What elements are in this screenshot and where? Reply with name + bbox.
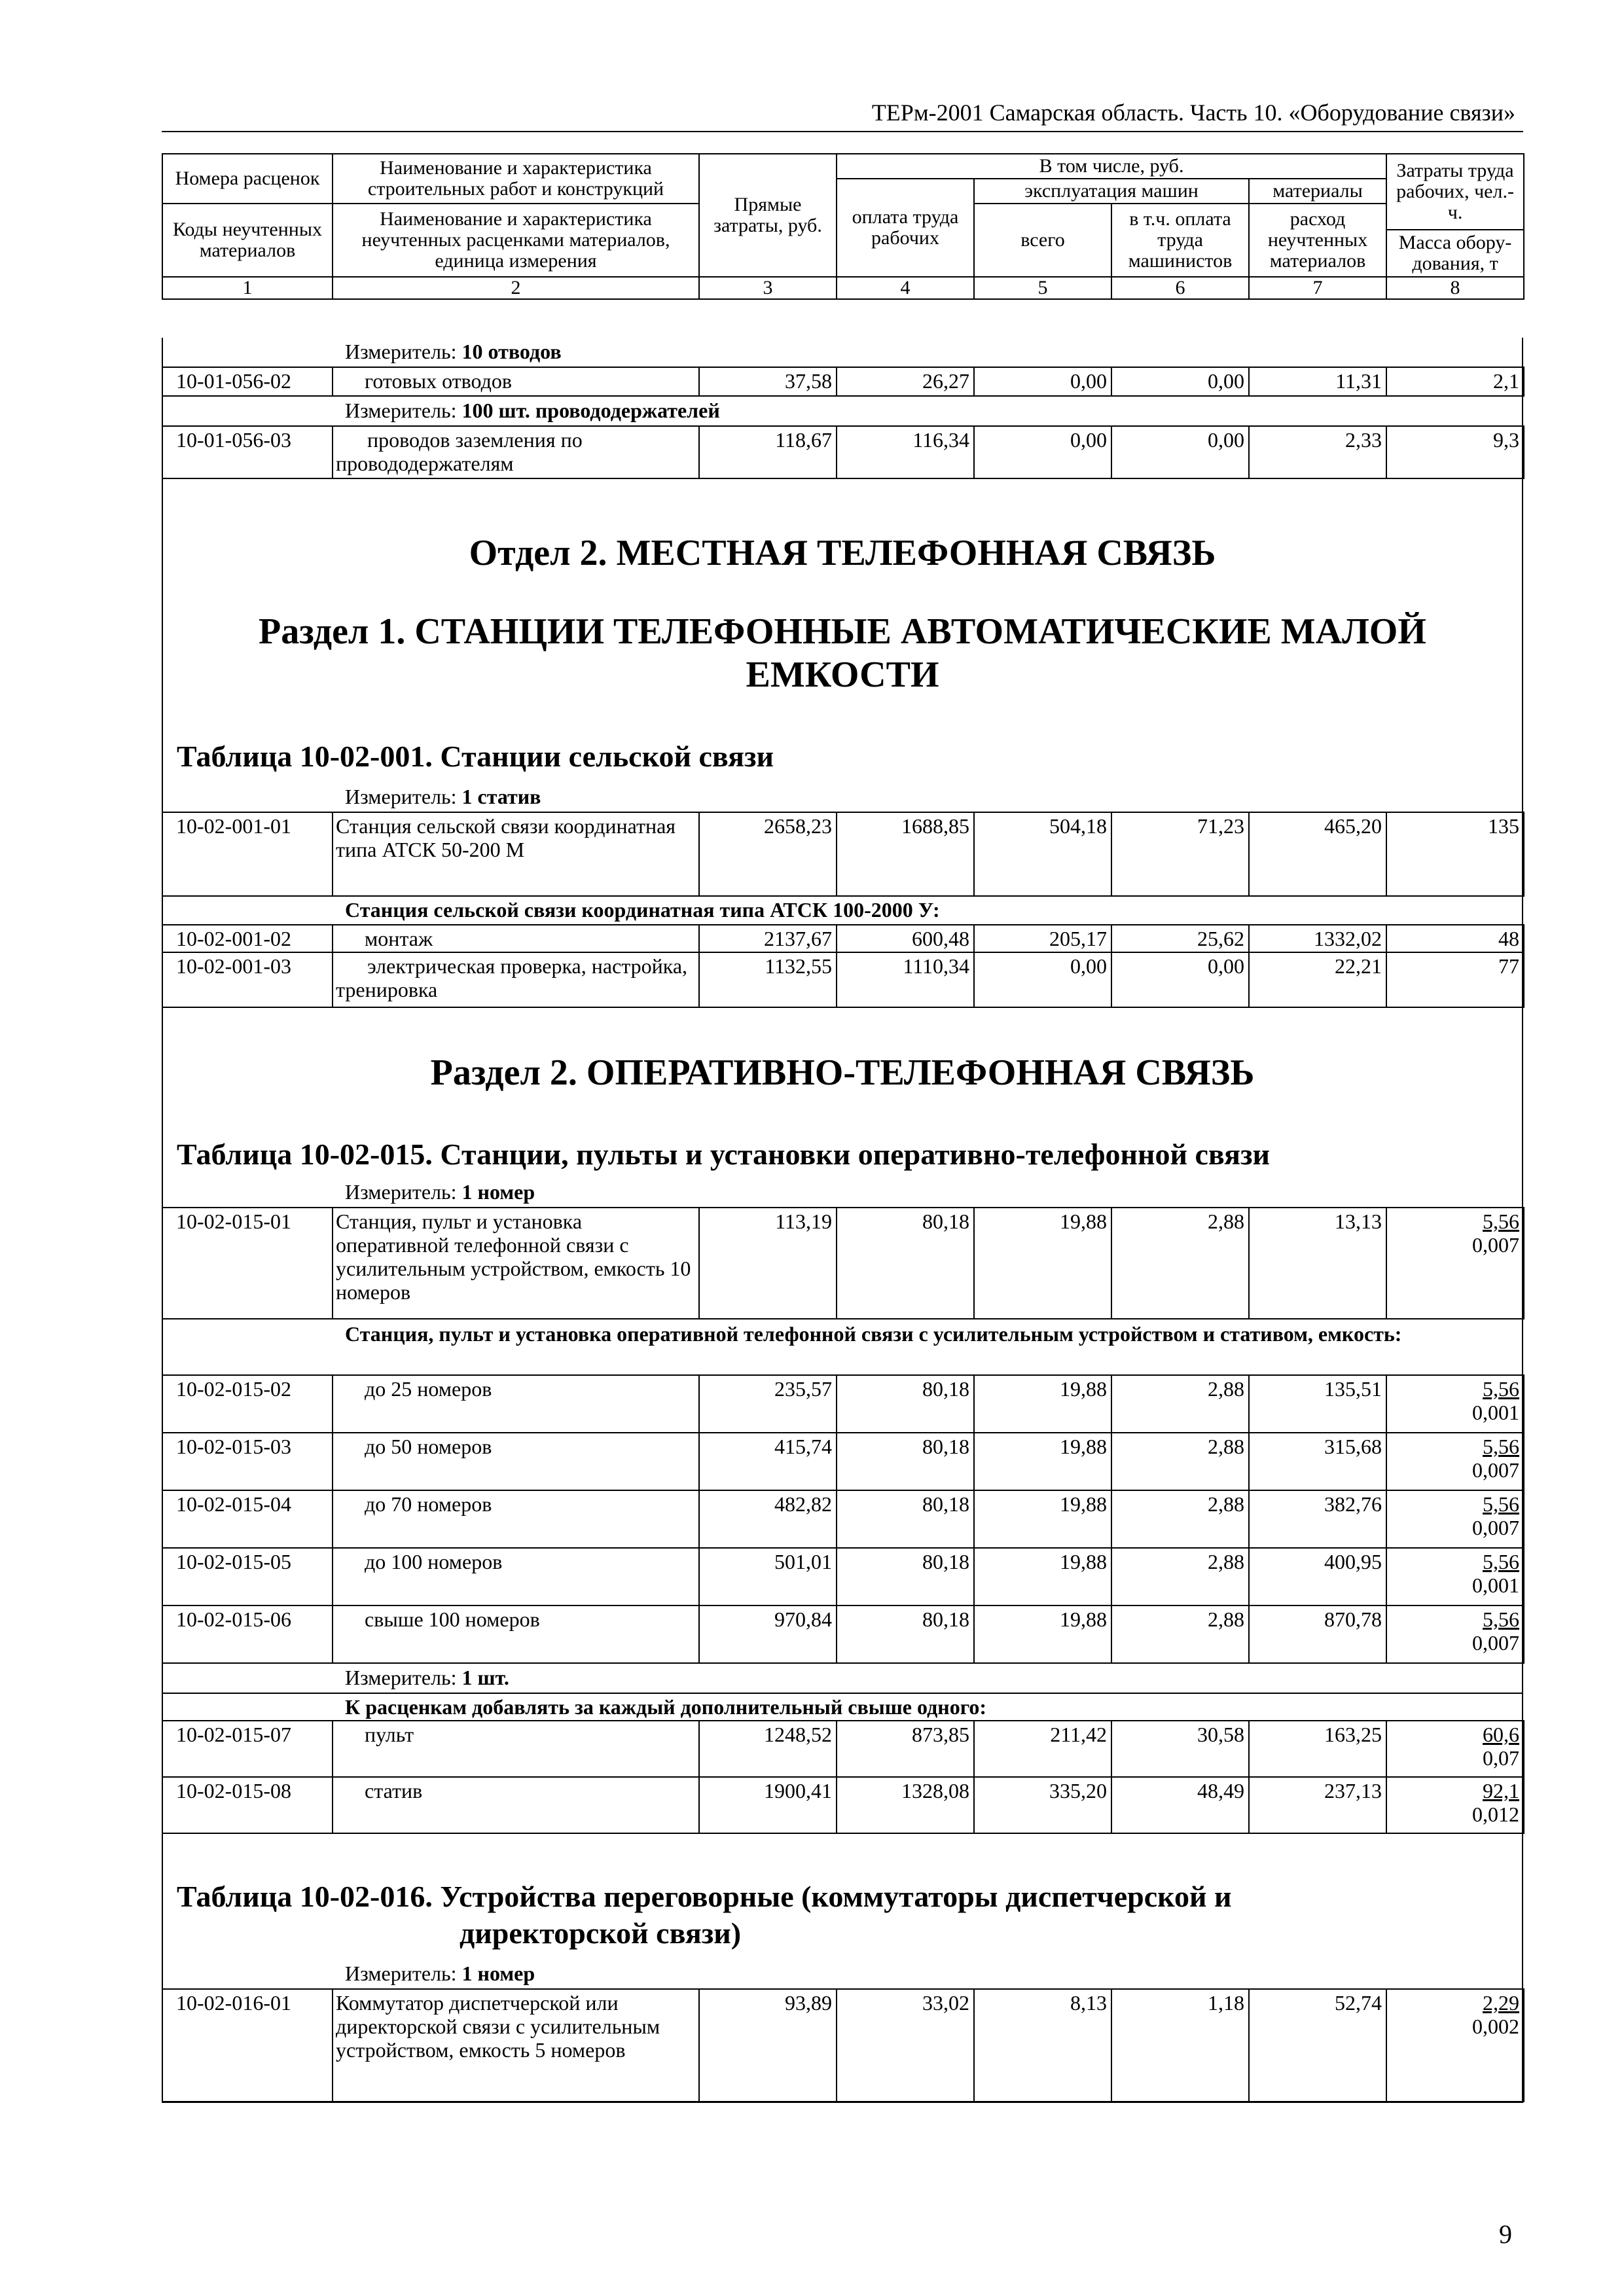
col-number: 7 — [1249, 277, 1386, 299]
rate-name: готовых отводов — [333, 367, 699, 396]
col-unaccounted-name-header: Наименование и характеристика неучтенных расценками материалов, единица измерения — [333, 204, 699, 277]
machinist-wages: 2,88 — [1111, 1490, 1249, 1548]
machines-total: 0,00 — [974, 426, 1111, 478]
group-including-header: В том числе, руб. — [837, 154, 1386, 179]
labor: 5,56 — [1483, 1550, 1519, 1573]
machines-total: 0,00 — [974, 367, 1111, 396]
labor: 5,56 — [1483, 1435, 1519, 1458]
rate-code: 10-02-015-01 — [162, 1208, 333, 1319]
rates-table — [162, 1720, 1525, 1834]
rates-table — [162, 367, 1525, 397]
equipment-mass: 0,001 — [1472, 1401, 1519, 1424]
labor: 5,56 — [1483, 1492, 1519, 1516]
materials: 382,76 — [1249, 1490, 1386, 1548]
labor: 2,1 — [1386, 367, 1524, 396]
rate-code: 10-02-015-04 — [162, 1490, 333, 1548]
table-row — [162, 1433, 1524, 1490]
col-unaccounted-codes-header: Коды неучтенных материалов — [162, 204, 333, 277]
labor: 5,56 — [1483, 1607, 1519, 1631]
direct-costs: 415,74 — [699, 1433, 837, 1490]
unit-line: Измеритель: 10 отводов — [345, 340, 562, 363]
header-rule — [162, 131, 1523, 132]
col-mass-header: Масса обору-дования, т — [1386, 230, 1524, 277]
machines-total: 335,20 — [974, 1777, 1111, 1833]
rate-name: проводов заземления по провододержателям — [333, 426, 699, 478]
equipment-mass: 0,007 — [1472, 1631, 1519, 1655]
rate-code: 10-01-056-02 — [162, 367, 333, 396]
rate-code: 10-02-001-03 — [162, 952, 333, 1007]
rate-code: 10-02-015-05 — [162, 1548, 333, 1605]
block-10-01-056 — [162, 338, 1523, 479]
labor: 5,56 — [1483, 1210, 1519, 1233]
wages: 80,18 — [837, 1605, 974, 1663]
direct-costs: 93,89 — [699, 1989, 837, 2102]
unit-line: Измеритель: 1 шт. — [345, 1666, 509, 1689]
rate-code: 10-02-015-02 — [162, 1375, 333, 1433]
equipment-mass: 0,002 — [1472, 2015, 1519, 2038]
direct-costs: 2658,23 — [699, 812, 837, 896]
section-heading: Раздел 1. СТАНЦИИ ТЕЛЕФОННЫЕ АВТОМАТИЧЕСКИЕ МАЛОЙ ЕМКОСТИ — [259, 611, 1426, 695]
table-row — [162, 1721, 1524, 1777]
col-number: 2 — [333, 277, 699, 299]
direct-costs: 482,82 — [699, 1490, 837, 1548]
direct-costs: 113,19 — [699, 1208, 837, 1319]
materials: 237,13 — [1249, 1777, 1386, 1833]
rate-name: до 50 номеров — [333, 1433, 699, 1490]
table-row — [162, 1605, 1524, 1663]
table-row — [162, 925, 1524, 952]
table-10-02-016 — [162, 1960, 1523, 2102]
labor: 60,6 — [1483, 1723, 1519, 1746]
rate-name: статив — [333, 1777, 699, 1833]
rate-code: 10-02-015-08 — [162, 1777, 333, 1833]
wages: 80,18 — [837, 1548, 974, 1605]
machinist-wages: 2,88 — [1111, 1548, 1249, 1605]
direct-costs: 1900,41 — [699, 1777, 837, 1833]
machines-total: 504,18 — [974, 812, 1111, 896]
table-row — [162, 1777, 1524, 1833]
labor-and-mass — [1386, 1721, 1524, 1777]
table-row — [162, 367, 1524, 396]
labor: 48 — [1386, 925, 1524, 952]
machines-total: 19,88 — [974, 1548, 1111, 1605]
equipment-mass: 0,007 — [1472, 1233, 1519, 1257]
rate-name: до 25 номеров — [333, 1375, 699, 1433]
materials: 870,78 — [1249, 1605, 1386, 1663]
materials: 13,13 — [1249, 1208, 1386, 1319]
machinist-wages: 30,58 — [1111, 1721, 1249, 1777]
wages: 26,27 — [837, 367, 974, 396]
col-number: 5 — [974, 277, 1111, 299]
labor-and-mass — [1386, 1433, 1524, 1490]
machinist-wages: 2,88 — [1111, 1433, 1249, 1490]
materials: 315,68 — [1249, 1433, 1386, 1490]
table-row — [162, 1490, 1524, 1548]
materials: 465,20 — [1249, 812, 1386, 896]
materials: 52,74 — [1249, 1989, 1386, 2102]
wages: 1328,08 — [837, 1777, 974, 1833]
labor-and-mass — [1386, 1777, 1524, 1833]
rates-table — [162, 425, 1525, 479]
machines-total: 0,00 — [974, 952, 1111, 1007]
labor: 5,56 — [1483, 1377, 1519, 1401]
machines-total: 211,42 — [974, 1721, 1111, 1777]
materials: 2,33 — [1249, 426, 1386, 478]
wages: 116,34 — [837, 426, 974, 478]
machinist-wages: 71,23 — [1111, 812, 1249, 896]
labor-and-mass — [1386, 1605, 1524, 1663]
direct-costs: 1132,55 — [699, 952, 837, 1007]
running-header: ТЕРм-2001 Самарская область. Часть 10. «Оборудование связи» — [871, 99, 1515, 126]
table-row — [162, 1548, 1524, 1605]
col-number: 8 — [1386, 277, 1524, 299]
col-machinist-wages-header: в т.ч. оплата труда машинистов — [1111, 204, 1249, 277]
machines-total: 8,13 — [974, 1989, 1111, 2102]
table-row — [162, 1375, 1524, 1433]
rate-name: Станция, пульт и установка оперативной телефонной связи с усилительным устройством, емкость 10 номеров — [333, 1208, 699, 1319]
equipment-mass: 0,012 — [1472, 1803, 1519, 1826]
machinist-wages: 48,49 — [1111, 1777, 1249, 1833]
wages: 80,18 — [837, 1433, 974, 1490]
rate-code: 10-01-056-03 — [162, 426, 333, 478]
labor-and-mass — [1386, 1548, 1524, 1605]
direct-costs: 970,84 — [699, 1605, 837, 1663]
table-heading-line: директорской связи) — [460, 1916, 742, 1950]
table-row — [162, 1208, 1524, 1319]
rate-name: до 100 номеров — [333, 1548, 699, 1605]
labor-and-mass — [1386, 1208, 1524, 1319]
direct-costs: 235,57 — [699, 1375, 837, 1433]
machinist-wages: 25,62 — [1111, 925, 1249, 952]
col-codes-header: Номера расценок — [162, 154, 333, 204]
wages: 600,48 — [837, 925, 974, 952]
rate-code: 10-02-015-06 — [162, 1605, 333, 1663]
col-materials-usage-header: расход неучтенных материалов — [1249, 204, 1386, 277]
unit-line: Измеритель: 1 номер — [345, 1962, 535, 1985]
materials: 22,21 — [1249, 952, 1386, 1007]
col-wages-header: оплата труда рабочих — [837, 179, 974, 277]
col-name-header: Наименование и характеристика строительных работ и конструкций — [333, 154, 699, 204]
rates-table — [162, 1207, 1525, 1319]
wages: 1688,85 — [837, 812, 974, 896]
labor: 135 — [1386, 812, 1524, 896]
col-number: 4 — [837, 277, 974, 299]
direct-costs: 37,58 — [699, 367, 837, 396]
materials: 135,51 — [1249, 1375, 1386, 1433]
rate-name: пульт — [333, 1721, 699, 1777]
direct-costs: 501,01 — [699, 1548, 837, 1605]
equipment-mass: 0,007 — [1472, 1516, 1519, 1539]
column-header-table — [162, 153, 1525, 300]
rates-table — [162, 1988, 1525, 2102]
machinist-wages: 0,00 — [1111, 426, 1249, 478]
table-row — [162, 812, 1524, 896]
equipment-mass: 0,007 — [1472, 1458, 1519, 1482]
table-row — [162, 1989, 1524, 2102]
department-heading: Отдел 2. МЕСТНАЯ ТЕЛЕФОННАЯ СВЯЗЬ — [469, 533, 1216, 573]
machinist-wages: 2,88 — [1111, 1375, 1249, 1433]
labor: 9,3 — [1386, 426, 1524, 478]
machinist-wages: 0,00 — [1111, 367, 1249, 396]
rate-name: электрическая проверка, настройка, тренировка — [333, 952, 699, 1007]
col-labor-header: Затраты труда рабочих, чел.-ч. — [1386, 154, 1524, 230]
table-row — [162, 426, 1524, 478]
table-heading: Таблица 10-02-001. Станции сельской связи — [177, 740, 774, 773]
unit-line: Измеритель: 1 статив — [345, 785, 541, 808]
rates-table — [162, 1374, 1525, 1664]
table-heading: Таблица 10-02-015. Станции, пульты и установки оперативно-телефонной связи — [177, 1138, 1270, 1171]
wages: 80,18 — [837, 1375, 974, 1433]
labor: 2,29 — [1483, 1991, 1519, 2015]
machinist-wages: 0,00 — [1111, 952, 1249, 1007]
labor: 92,1 — [1483, 1779, 1519, 1803]
wages: 873,85 — [837, 1721, 974, 1777]
unit-line: Измеритель: 100 шт. провододержателей — [345, 399, 720, 422]
table-heading-line: Таблица 10-02-016. Устройства переговорные (коммутаторы диспетчерской и — [177, 1880, 1232, 1913]
rate-code: 10-02-015-03 — [162, 1433, 333, 1490]
direct-costs: 118,67 — [699, 426, 837, 478]
col-number: 6 — [1111, 277, 1249, 299]
materials: 400,95 — [1249, 1548, 1386, 1605]
direct-costs: 2137,67 — [699, 925, 837, 952]
rate-code: 10-02-015-07 — [162, 1721, 333, 1777]
machines-total: 19,88 — [974, 1433, 1111, 1490]
group-materials-header: материалы — [1249, 179, 1386, 204]
equipment-mass: 0,001 — [1472, 1573, 1519, 1597]
machines-total: 19,88 — [974, 1605, 1111, 1663]
subheading: К расценкам добавлять за каждый дополнительный свыше одного: — [162, 1693, 1523, 1720]
rate-name: монтаж — [333, 925, 699, 952]
labor-and-mass — [1386, 1375, 1524, 1433]
labor-and-mass — [1386, 1989, 1524, 2102]
rate-name: до 70 номеров — [333, 1490, 699, 1548]
labor-and-mass — [1386, 1490, 1524, 1548]
rates-table — [162, 924, 1525, 1008]
wages: 80,18 — [837, 1208, 974, 1319]
rate-code: 10-02-016-01 — [162, 1989, 333, 2102]
rate-name: Коммутатор диспетчерской или директорской связи с усилительным устройством, емкость 5 номеров — [333, 1989, 699, 2102]
table-row — [162, 952, 1524, 1007]
machinist-wages: 2,88 — [1111, 1605, 1249, 1663]
col-direct-costs-header: Прямые затраты, руб. — [699, 154, 837, 277]
col-number: 1 — [162, 277, 333, 299]
table-10-02-001 — [162, 783, 1523, 1008]
materials: 1332,02 — [1249, 925, 1386, 952]
machines-total: 205,17 — [974, 925, 1111, 952]
group-machines-header: эксплуатация машин — [974, 179, 1249, 204]
table-heading — [177, 1878, 1506, 1952]
machines-total: 19,88 — [974, 1490, 1111, 1548]
labor: 77 — [1386, 952, 1524, 1007]
rate-code: 10-02-001-02 — [162, 925, 333, 952]
subheading: Станция сельской связи координатная типа АТСК 100-2000 У: — [345, 898, 940, 922]
col-number: 3 — [699, 277, 837, 299]
col-machines-total-header: всего — [974, 204, 1111, 277]
wages: 1110,34 — [837, 952, 974, 1007]
materials: 163,25 — [1249, 1721, 1386, 1777]
direct-costs: 1248,52 — [699, 1721, 837, 1777]
unit-line: Измеритель: 1 номер — [345, 1180, 535, 1204]
section-heading: Раздел 2. ОПЕРАТИВНО-ТЕЛЕФОННАЯ СВЯЗЬ — [430, 1052, 1255, 1093]
rate-name: свыше 100 номеров — [333, 1605, 699, 1663]
machinist-wages: 2,88 — [1111, 1208, 1249, 1319]
machines-total: 19,88 — [974, 1208, 1111, 1319]
equipment-mass: 0,07 — [1483, 1746, 1519, 1770]
wages: 80,18 — [837, 1490, 974, 1548]
materials: 11,31 — [1249, 367, 1386, 396]
table-10-02-015 — [162, 1178, 1523, 1834]
machinist-wages: 1,18 — [1111, 1989, 1249, 2102]
machines-total: 19,88 — [974, 1375, 1111, 1433]
page-number: 9 — [1499, 2219, 1512, 2249]
rates-table — [162, 812, 1525, 897]
subheading: Станция, пульт и установка оперативной телефонной связи с усилительным устройством и стативом, емкость: — [345, 1322, 1402, 1346]
wages: 33,02 — [837, 1989, 974, 2102]
rate-code: 10-02-001-01 — [162, 812, 333, 896]
rate-name: Станция сельской связи координатная типа АТСК 50-200 М — [333, 812, 699, 896]
